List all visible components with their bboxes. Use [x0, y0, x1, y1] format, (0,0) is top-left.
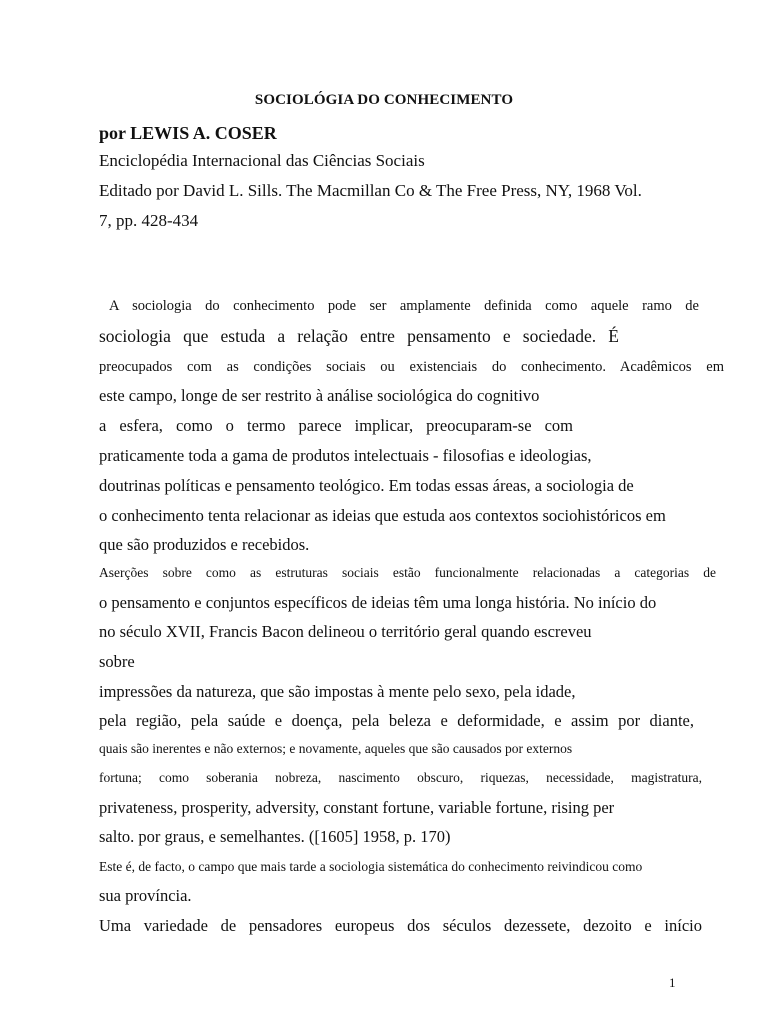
body-line: no século XVII, Francis Bacon delineou o território geral quando escreveu	[99, 622, 592, 641]
body-line: fortuna; como soberania nobreza, nascimento obscuro, riquezas, necessidade, magistratura,	[99, 770, 702, 785]
body-line: Uma variedade de pensadores europeus dos séculos dezessete, dezoito e início	[99, 916, 702, 935]
body-line: sociologia que estuda a relação entre pensamento e sociedade. É	[99, 326, 619, 346]
body-line: quais são inerentes e não externos; e novamente, aqueles que são causados por externos	[99, 741, 573, 756]
body-line: doutrinas políticas e pensamento teológico. Em todas essas áreas, a sociologia de	[99, 476, 634, 495]
body-line: preocupados com as condições sociais ou existenciais do conhecimento. Acadêmicos em	[99, 359, 724, 375]
page-number: 1	[669, 975, 676, 990]
body-line: privateness, prosperity, adversity, constant fortune, variable fortune, rising per	[99, 798, 615, 817]
document-title: SOCIOLÓGIA DO CONHECIMENTO	[254, 92, 514, 108]
body-line: salto. por graus, e semelhantes. ([1605] 1958, p. 170)	[99, 827, 451, 846]
body-line: este campo, longe de ser restrito à análise sociológica do cognitivo	[99, 386, 540, 405]
body-line: sobre	[99, 652, 135, 671]
body-line: o conhecimento tenta relacionar as ideias que estuda aos contextos sociohistóricos em	[99, 506, 666, 525]
body-line: o pensamento e conjuntos específicos de ideias têm uma longa história. No início do	[99, 593, 657, 612]
body-line: A sociologia do conhecimento pode ser amplamente definida como aquele ramo de	[109, 298, 699, 314]
body-line: pela região, pela saúde e doença, pela beleza e deformidade, e assim por diante,	[99, 711, 694, 730]
body-line: impressões da natureza, que são impostas à mente pelo sexo, pela idade,	[99, 682, 576, 701]
body-line: praticamente toda a gama de produtos intelectuais - filosofias e ideologias,	[99, 446, 592, 465]
body-line: sua província.	[99, 886, 192, 905]
author-line: por LEWIS A. COSER	[99, 123, 277, 143]
body-line: Este é, de facto, o campo que mais tarde a sociologia sistemática do conhecimento reivindicou como	[99, 859, 643, 874]
body-line: a esfera, como o termo parece implicar, preocuparam-se com	[99, 416, 573, 435]
encyclopedia-line: Enciclopédia Internacional das Ciências Sociais	[99, 151, 425, 170]
body-line: Aserções sobre como as estruturas sociais estão funcionalmente relacionadas a categorias de	[99, 565, 716, 580]
body-line: que são produzidos e recebidos.	[99, 535, 310, 554]
edition-line-1: Editado por David L. Sills. The Macmillan Co & The Free Press, NY, 1968 Vol.	[99, 181, 642, 200]
edition-line-2: 7, pp. 428-434	[99, 211, 199, 230]
